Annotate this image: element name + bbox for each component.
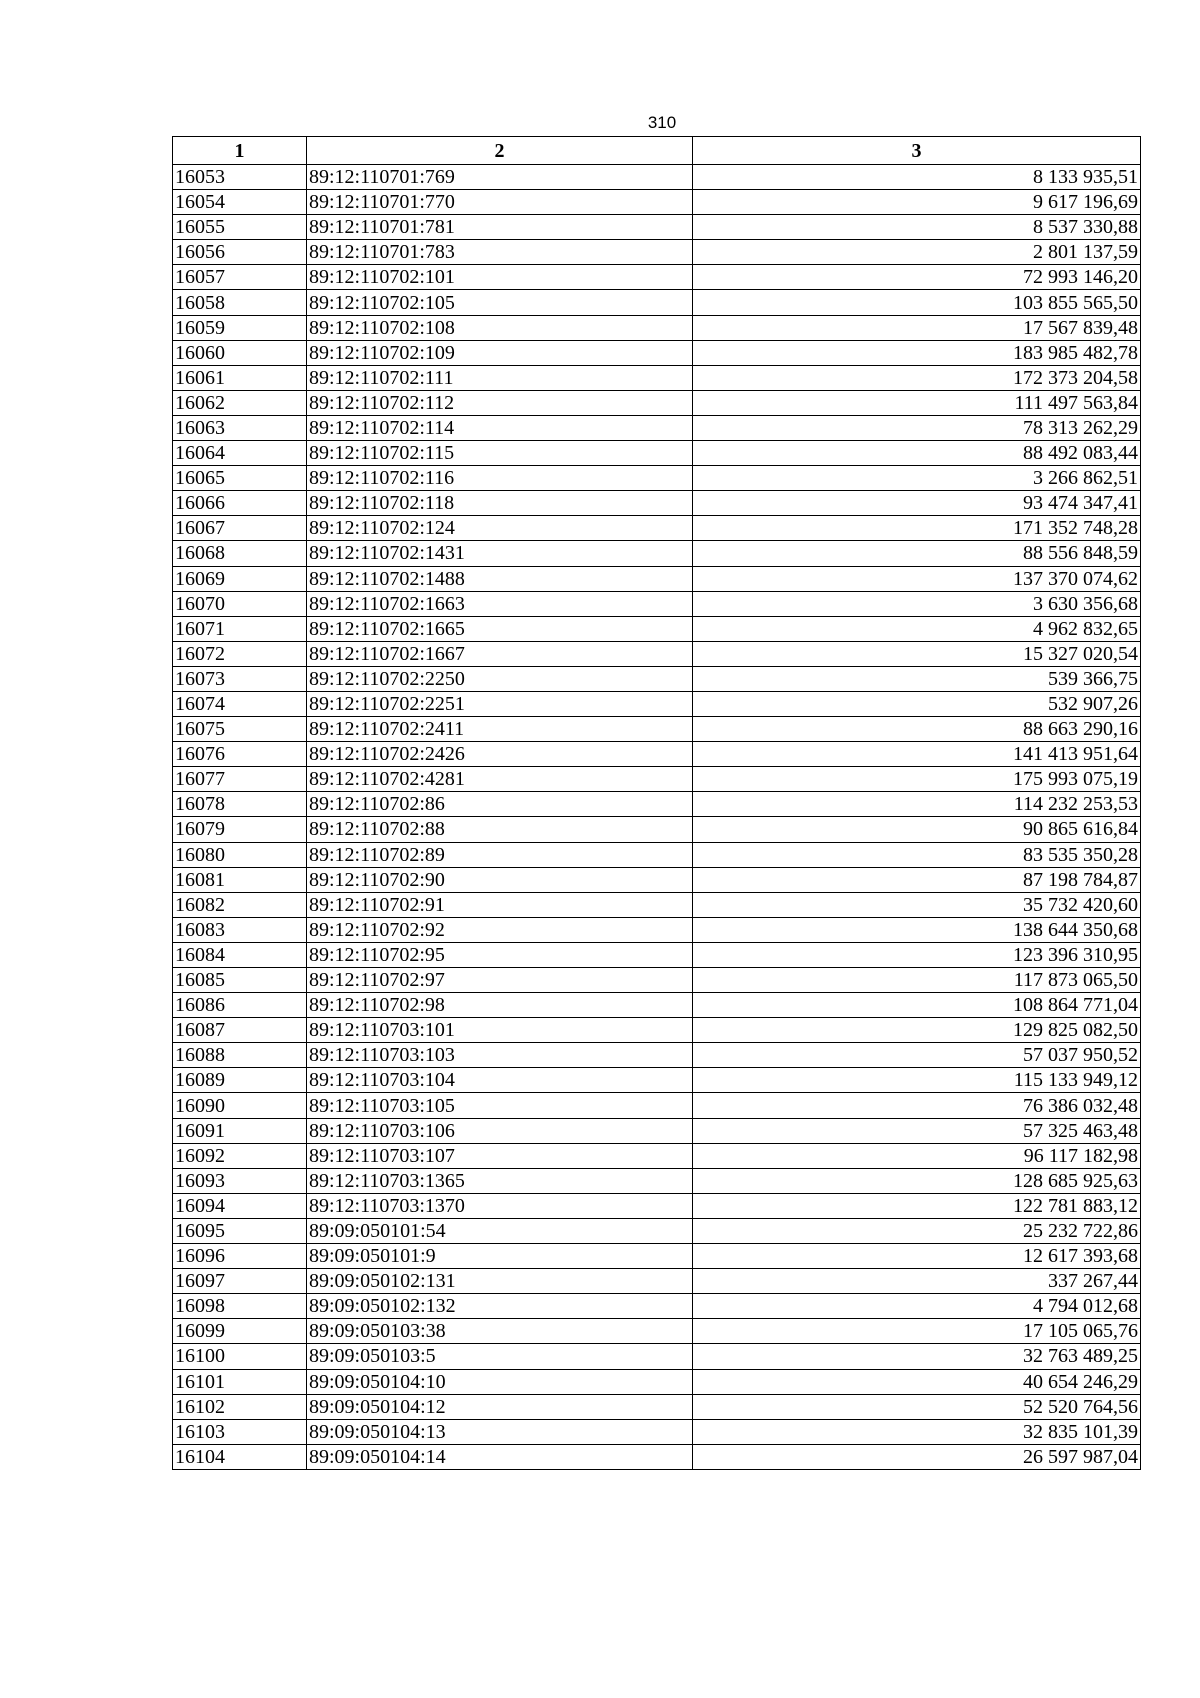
value-cell: 4 962 832,65 <box>693 616 1141 641</box>
row-number-cell: 16083 <box>173 917 307 942</box>
cadastral-number-cell: 89:12:110702:112 <box>307 390 693 415</box>
value-cell: 83 535 350,28 <box>693 842 1141 867</box>
row-number-cell: 16064 <box>173 441 307 466</box>
table-row <box>173 165 1141 190</box>
row-number-cell: 16086 <box>173 993 307 1018</box>
row-number-cell: 16073 <box>173 666 307 691</box>
table-row <box>173 1319 1141 1344</box>
value-cell: 337 267,44 <box>693 1269 1141 1294</box>
cadastral-number-cell: 89:12:110702:2426 <box>307 742 693 767</box>
table-row <box>173 516 1141 541</box>
row-number-cell: 16087 <box>173 1018 307 1043</box>
value-cell: 108 864 771,04 <box>693 993 1141 1018</box>
row-number-cell: 16090 <box>173 1093 307 1118</box>
row-number-cell: 16070 <box>173 591 307 616</box>
table-row <box>173 1093 1141 1118</box>
value-cell: 88 492 083,44 <box>693 441 1141 466</box>
header-row <box>173 137 1141 165</box>
value-cell: 103 855 565,50 <box>693 290 1141 315</box>
cadastral-number-cell: 89:12:110702:108 <box>307 315 693 340</box>
cadastral-number-cell: 89:12:110703:104 <box>307 1068 693 1093</box>
cadastral-number-cell: 89:09:050103:5 <box>307 1344 693 1369</box>
row-number-cell: 16100 <box>173 1344 307 1369</box>
table-row <box>173 917 1141 942</box>
value-cell: 123 396 310,95 <box>693 942 1141 967</box>
table-row <box>173 290 1141 315</box>
row-number-cell: 16092 <box>173 1143 307 1168</box>
data-table <box>172 136 1141 1470</box>
page-number: 310 <box>647 113 677 132</box>
table-row <box>173 1168 1141 1193</box>
row-number-cell: 16074 <box>173 691 307 716</box>
value-cell: 117 873 065,50 <box>693 968 1141 993</box>
table-row <box>173 591 1141 616</box>
cadastral-number-cell: 89:12:110703:103 <box>307 1043 693 1068</box>
row-number-cell: 16095 <box>173 1218 307 1243</box>
cadastral-number-cell: 89:09:050103:38 <box>307 1319 693 1344</box>
cadastral-number-cell: 89:12:110703:105 <box>307 1093 693 1118</box>
value-cell: 183 985 482,78 <box>693 340 1141 365</box>
row-number-cell: 16055 <box>173 215 307 240</box>
table-row <box>173 968 1141 993</box>
table-row <box>173 792 1141 817</box>
table-row <box>173 892 1141 917</box>
table-header <box>173 137 1141 165</box>
row-number-cell: 16078 <box>173 792 307 817</box>
value-cell: 8 133 935,51 <box>693 165 1141 190</box>
row-number-cell: 16063 <box>173 415 307 440</box>
value-cell: 128 685 925,63 <box>693 1168 1141 1193</box>
column-header-2: 2 <box>307 137 693 165</box>
row-number-cell: 16060 <box>173 340 307 365</box>
row-number-cell: 16059 <box>173 315 307 340</box>
cadastral-number-cell: 89:09:050101:54 <box>307 1218 693 1243</box>
row-number-cell: 16079 <box>173 817 307 842</box>
row-number-cell: 16088 <box>173 1043 307 1068</box>
cadastral-number-cell: 89:12:110702:86 <box>307 792 693 817</box>
table-body <box>173 165 1141 1470</box>
value-cell: 175 993 075,19 <box>693 767 1141 792</box>
cadastral-number-cell: 89:12:110701:781 <box>307 215 693 240</box>
cadastral-number-cell: 89:12:110702:2411 <box>307 717 693 742</box>
table-row <box>173 942 1141 967</box>
value-cell: 26 597 987,04 <box>693 1444 1141 1469</box>
cadastral-number-cell: 89:12:110702:109 <box>307 340 693 365</box>
table-row <box>173 566 1141 591</box>
value-cell: 3 266 862,51 <box>693 466 1141 491</box>
row-number-cell: 16099 <box>173 1319 307 1344</box>
row-number-cell: 16071 <box>173 616 307 641</box>
row-number-cell: 16066 <box>173 491 307 516</box>
table-row <box>173 666 1141 691</box>
row-number-cell: 16104 <box>173 1444 307 1469</box>
cadastral-number-cell: 89:09:050102:131 <box>307 1269 693 1294</box>
row-number-cell: 16089 <box>173 1068 307 1093</box>
table-row <box>173 541 1141 566</box>
cadastral-number-cell: 89:12:110702:118 <box>307 491 693 516</box>
table-row <box>173 742 1141 767</box>
cadastral-number-cell: 89:09:050104:14 <box>307 1444 693 1469</box>
value-cell: 40 654 246,29 <box>693 1369 1141 1394</box>
table-row <box>173 993 1141 1018</box>
value-cell: 35 732 420,60 <box>693 892 1141 917</box>
value-cell: 114 232 253,53 <box>693 792 1141 817</box>
cadastral-number-cell: 89:12:110703:107 <box>307 1143 693 1168</box>
cadastral-number-cell: 89:12:110702:116 <box>307 466 693 491</box>
cadastral-number-cell: 89:12:110702:105 <box>307 290 693 315</box>
table-row <box>173 1118 1141 1143</box>
cadastral-number-cell: 89:12:110702:2250 <box>307 666 693 691</box>
table-row <box>173 1369 1141 1394</box>
table-row <box>173 215 1141 240</box>
row-number-cell: 16067 <box>173 516 307 541</box>
table-row <box>173 1244 1141 1269</box>
row-number-cell: 16075 <box>173 717 307 742</box>
value-cell: 15 327 020,54 <box>693 641 1141 666</box>
cadastral-number-cell: 89:09:050102:132 <box>307 1294 693 1319</box>
row-number-cell: 16080 <box>173 842 307 867</box>
value-cell: 129 825 082,50 <box>693 1018 1141 1043</box>
cadastral-number-cell: 89:12:110702:114 <box>307 415 693 440</box>
table-row <box>173 466 1141 491</box>
value-cell: 88 556 848,59 <box>693 541 1141 566</box>
table-row <box>173 365 1141 390</box>
table-row <box>173 390 1141 415</box>
table-row <box>173 315 1141 340</box>
cadastral-number-cell: 89:12:110702:1431 <box>307 541 693 566</box>
cadastral-number-cell: 89:12:110701:783 <box>307 240 693 265</box>
value-cell: 172 373 204,58 <box>693 365 1141 390</box>
value-cell: 171 352 748,28 <box>693 516 1141 541</box>
cadastral-number-cell: 89:12:110703:1365 <box>307 1168 693 1193</box>
row-number-cell: 16091 <box>173 1118 307 1143</box>
cadastral-number-cell: 89:12:110702:101 <box>307 265 693 290</box>
value-cell: 17 105 065,76 <box>693 1319 1141 1344</box>
value-cell: 57 325 463,48 <box>693 1118 1141 1143</box>
cadastral-number-cell: 89:12:110702:91 <box>307 892 693 917</box>
value-cell: 90 865 616,84 <box>693 817 1141 842</box>
row-number-cell: 16103 <box>173 1419 307 1444</box>
row-number-cell: 16101 <box>173 1369 307 1394</box>
cadastral-number-cell: 89:12:110701:770 <box>307 190 693 215</box>
table-row <box>173 491 1141 516</box>
cadastral-number-cell: 89:12:110702:98 <box>307 993 693 1018</box>
cadastral-number-cell: 89:12:110702:92 <box>307 917 693 942</box>
cadastral-number-cell: 89:09:050104:10 <box>307 1369 693 1394</box>
value-cell: 32 763 489,25 <box>693 1344 1141 1369</box>
value-cell: 76 386 032,48 <box>693 1093 1141 1118</box>
row-number-cell: 16102 <box>173 1394 307 1419</box>
table-row <box>173 240 1141 265</box>
cadastral-number-cell: 89:12:110702:95 <box>307 942 693 967</box>
value-cell: 138 644 350,68 <box>693 917 1141 942</box>
table-row <box>173 1344 1141 1369</box>
cadastral-number-cell: 89:12:110701:769 <box>307 165 693 190</box>
value-cell: 72 993 146,20 <box>693 265 1141 290</box>
table-row <box>173 1193 1141 1218</box>
cadastral-number-cell: 89:12:110702:115 <box>307 441 693 466</box>
value-cell: 532 907,26 <box>693 691 1141 716</box>
value-cell: 111 497 563,84 <box>693 390 1141 415</box>
table-row <box>173 265 1141 290</box>
column-header-1: 1 <box>173 137 307 165</box>
row-number-cell: 16053 <box>173 165 307 190</box>
cadastral-number-cell: 89:12:110702:124 <box>307 516 693 541</box>
table-row <box>173 641 1141 666</box>
row-number-cell: 16062 <box>173 390 307 415</box>
row-number-cell: 16054 <box>173 190 307 215</box>
value-cell: 78 313 262,29 <box>693 415 1141 440</box>
table-row <box>173 441 1141 466</box>
value-cell: 141 413 951,64 <box>693 742 1141 767</box>
table-row <box>173 717 1141 742</box>
cadastral-number-cell: 89:12:110702:89 <box>307 842 693 867</box>
column-header-3: 3 <box>693 137 1141 165</box>
table-row <box>173 1143 1141 1168</box>
table-row <box>173 616 1141 641</box>
value-cell: 122 781 883,12 <box>693 1193 1141 1218</box>
table-row <box>173 1394 1141 1419</box>
row-number-cell: 16061 <box>173 365 307 390</box>
value-cell: 25 232 722,86 <box>693 1218 1141 1243</box>
value-cell: 96 117 182,98 <box>693 1143 1141 1168</box>
cadastral-number-cell: 89:12:110702:90 <box>307 867 693 892</box>
row-number-cell: 16068 <box>173 541 307 566</box>
row-number-cell: 16065 <box>173 466 307 491</box>
cadastral-number-cell: 89:09:050101:9 <box>307 1244 693 1269</box>
table-row <box>173 340 1141 365</box>
value-cell: 32 835 101,39 <box>693 1419 1141 1444</box>
value-cell: 4 794 012,68 <box>693 1294 1141 1319</box>
table-row <box>173 842 1141 867</box>
value-cell: 57 037 950,52 <box>693 1043 1141 1068</box>
cadastral-number-cell: 89:12:110702:88 <box>307 817 693 842</box>
cadastral-number-cell: 89:12:110703:1370 <box>307 1193 693 1218</box>
cadastral-number-cell: 89:12:110702:97 <box>307 968 693 993</box>
row-number-cell: 16077 <box>173 767 307 792</box>
value-cell: 3 630 356,68 <box>693 591 1141 616</box>
cadastral-number-cell: 89:09:050104:13 <box>307 1419 693 1444</box>
value-cell: 2 801 137,59 <box>693 240 1141 265</box>
table-row <box>173 1068 1141 1093</box>
cadastral-number-cell: 89:12:110702:111 <box>307 365 693 390</box>
table-row <box>173 1269 1141 1294</box>
table-row <box>173 1218 1141 1243</box>
table-row <box>173 190 1141 215</box>
row-number-cell: 16098 <box>173 1294 307 1319</box>
row-number-cell: 16084 <box>173 942 307 967</box>
cadastral-number-cell: 89:12:110703:101 <box>307 1018 693 1043</box>
row-number-cell: 16085 <box>173 968 307 993</box>
value-cell: 115 133 949,12 <box>693 1068 1141 1093</box>
value-cell: 12 617 393,68 <box>693 1244 1141 1269</box>
row-number-cell: 16057 <box>173 265 307 290</box>
row-number-cell: 16096 <box>173 1244 307 1269</box>
value-cell: 8 537 330,88 <box>693 215 1141 240</box>
cadastral-number-cell: 89:12:110703:106 <box>307 1118 693 1143</box>
cadastral-number-cell: 89:12:110702:4281 <box>307 767 693 792</box>
row-number-cell: 16094 <box>173 1193 307 1218</box>
cadastral-number-cell: 89:12:110702:1667 <box>307 641 693 666</box>
value-cell: 88 663 290,16 <box>693 717 1141 742</box>
table-row <box>173 1043 1141 1068</box>
table-row <box>173 1419 1141 1444</box>
table-row <box>173 415 1141 440</box>
table-row <box>173 867 1141 892</box>
value-cell: 9 617 196,69 <box>693 190 1141 215</box>
row-number-cell: 16069 <box>173 566 307 591</box>
value-cell: 539 366,75 <box>693 666 1141 691</box>
row-number-cell: 16082 <box>173 892 307 917</box>
table-row <box>173 1294 1141 1319</box>
table-row <box>173 767 1141 792</box>
cadastral-number-cell: 89:12:110702:1665 <box>307 616 693 641</box>
row-number-cell: 16072 <box>173 641 307 666</box>
row-number-cell: 16056 <box>173 240 307 265</box>
value-cell: 17 567 839,48 <box>693 315 1141 340</box>
value-cell: 52 520 764,56 <box>693 1394 1141 1419</box>
value-cell: 93 474 347,41 <box>693 491 1141 516</box>
row-number-cell: 16097 <box>173 1269 307 1294</box>
table-row <box>173 691 1141 716</box>
cadastral-number-cell: 89:12:110702:1488 <box>307 566 693 591</box>
row-number-cell: 16058 <box>173 290 307 315</box>
value-cell: 137 370 074,62 <box>693 566 1141 591</box>
table-row <box>173 1444 1141 1469</box>
row-number-cell: 16081 <box>173 867 307 892</box>
cadastral-number-cell: 89:12:110702:2251 <box>307 691 693 716</box>
row-number-cell: 16076 <box>173 742 307 767</box>
cadastral-number-cell: 89:12:110702:1663 <box>307 591 693 616</box>
table-row <box>173 817 1141 842</box>
table-row <box>173 1018 1141 1043</box>
value-cell: 87 198 784,87 <box>693 867 1141 892</box>
row-number-cell: 16093 <box>173 1168 307 1193</box>
cadastral-number-cell: 89:09:050104:12 <box>307 1394 693 1419</box>
